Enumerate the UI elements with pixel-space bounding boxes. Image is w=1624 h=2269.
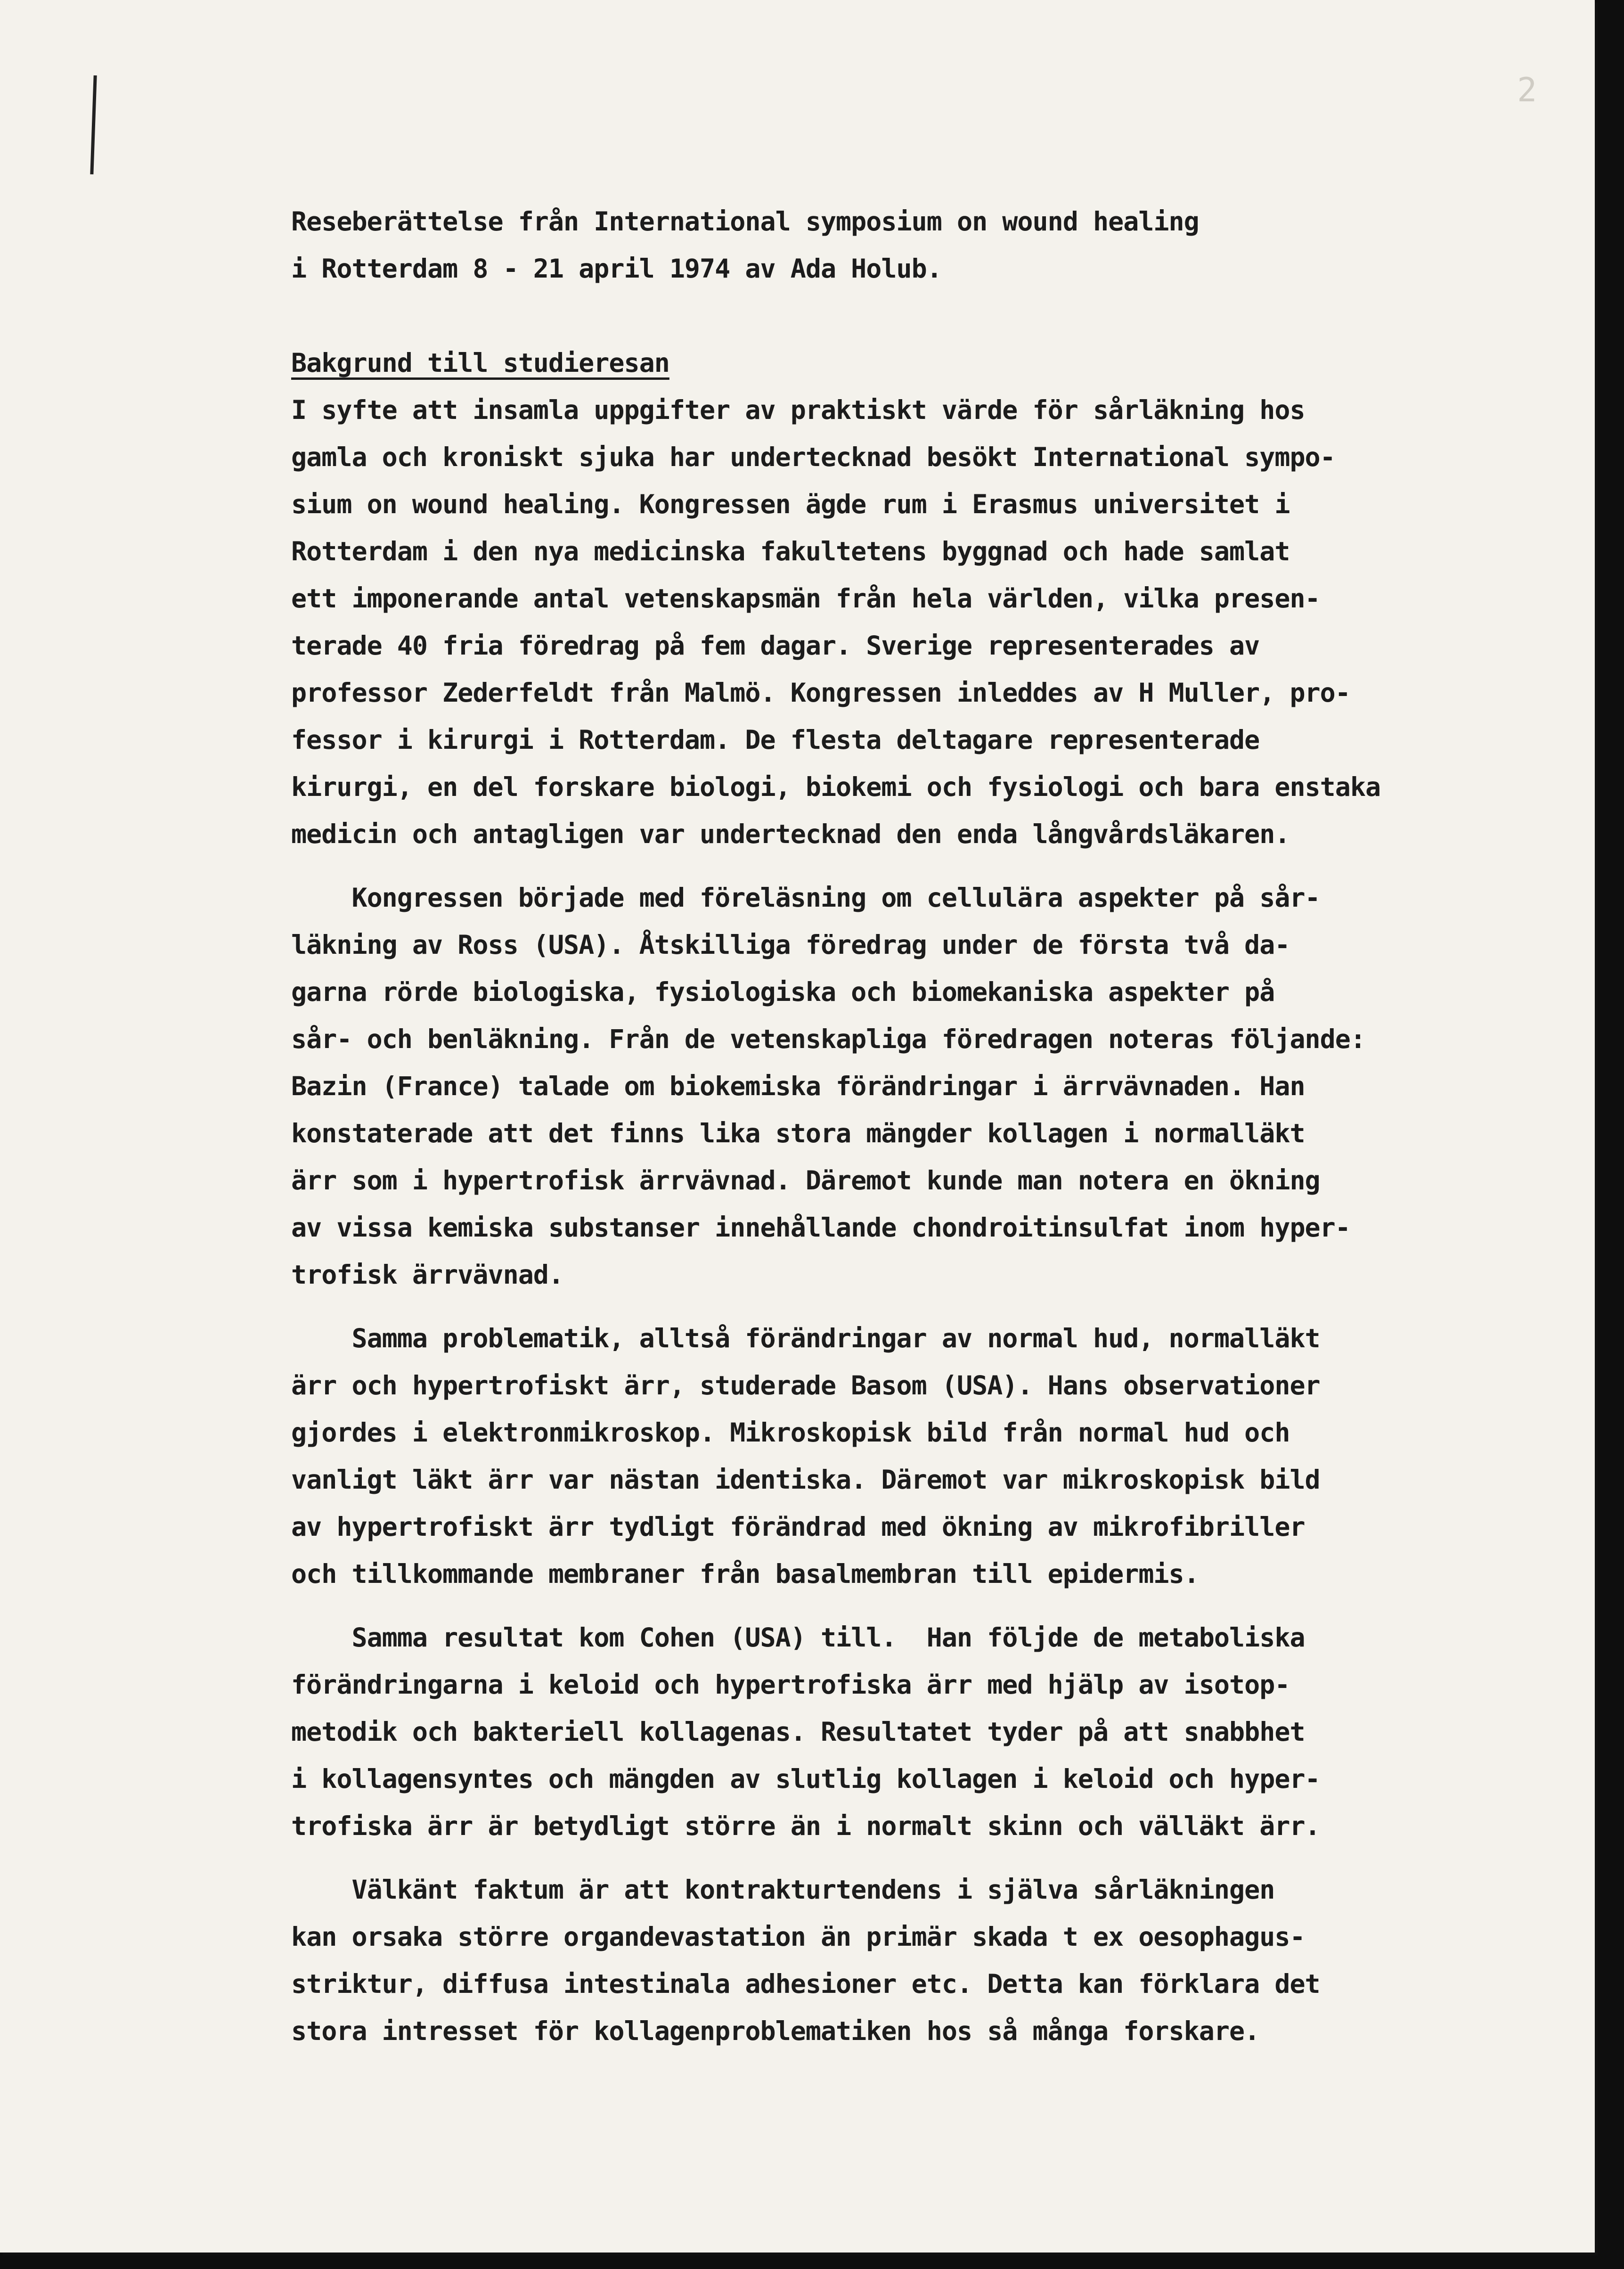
section-heading: Bakgrund till studieresan — [291, 348, 669, 378]
page-number: 2 — [1517, 71, 1537, 109]
paragraph-line: metodik och bakteriell kollagenas. Resultatet tyder på att snabbhet — [291, 1717, 1305, 1747]
spacer — [291, 1850, 1507, 1866]
paragraph-line: läkning av Ross (USA). Åtskilliga föredrag under de första två da- — [291, 930, 1290, 960]
title-line: Reseberättelse från International symposium on wound healing — [291, 206, 1199, 237]
paragraph-line: garna rörde biologiska, fysiologiska och biomekaniska aspekter på — [291, 977, 1275, 1007]
paragraph-line: fessor i kirurgi i Rotterdam. De flesta deltagare representerade — [291, 725, 1260, 755]
paragraph-line: vanligt läkt ärr var nästan identiska. Däremot var mikroskopisk bild — [291, 1465, 1320, 1495]
document-title — [291, 198, 1507, 292]
paragraph-line: Samma problematik, alltså förändringar av normal hud, normalläkt — [291, 1323, 1320, 1353]
paragraph-line: trofiska ärr är betydligt större än i normalt skinn och välläkt ärr. — [291, 1811, 1320, 1841]
paragraph-line: stora intresset för kollagenproblematiken hos så många forskare. — [291, 2016, 1260, 2046]
paragraph-line: Kongressen började med föreläsning om cellulära aspekter på sår- — [291, 883, 1320, 913]
paragraph — [291, 874, 1507, 1298]
margin-pen-mark — [90, 75, 97, 174]
paragraph-line: terade 40 fria föredrag på fem dagar. Sverige representerades av — [291, 631, 1260, 661]
paragraph-line: trofisk ärrvävnad. — [291, 1260, 564, 1290]
paragraph-line: professor Zederfeldt från Malmö. Kongressen inleddes av H Muller, pro- — [291, 678, 1350, 708]
paragraph-line: gamla och kroniskt sjuka har undertecknad besökt International sympo- — [291, 442, 1335, 472]
paragraph-line: gjordes i elektronmikroskop. Mikroskopisk bild från normal hud och — [291, 1417, 1290, 1448]
paragraph-line: och tillkommande membraner från basalmembran till epidermis. — [291, 1559, 1199, 1589]
paragraph — [291, 1315, 1507, 1597]
paragraph-line: striktur, diffusa intestinala adhesioner etc. Detta kan förklara det — [291, 1969, 1320, 1999]
paragraph-line: sium on wound healing. Kongressen ägde rum i Erasmus universitet i — [291, 489, 1290, 519]
document-body — [291, 198, 1507, 2055]
paragraph-line: kirurgi, en del forskare biologi, biokemi och fysiologi och bara enstaka — [291, 772, 1381, 802]
paragraph-line: Välkänt faktum är att kontrakturtendens i själva sårläkningen — [291, 1875, 1275, 1905]
paragraph-line: medicin och antagligen var undertecknad den enda långvårdsläkaren. — [291, 819, 1290, 849]
paragraph-line: ett imponerande antal vetenskapsmän från hela världen, vilka presen- — [291, 583, 1320, 614]
paragraph-line: kan orsaka större organdevastation än primär skada t ex oesophagus- — [291, 1922, 1305, 1952]
paragraph-line: Rotterdam i den nya medicinska fakultetens byggnad och hade samlat — [291, 536, 1290, 566]
paragraph-line: Samma resultat kom Cohen (USA) till. Han följde de metaboliska — [291, 1622, 1305, 1653]
paragraph-line: I syfte att insamla uppgifter av praktiskt värde för sårläkning hos — [291, 395, 1305, 425]
paragraph-line: konstaterade att det finns lika stora mängder kollagen i normalläkt — [291, 1118, 1305, 1148]
paragraph-line: av vissa kemiska substanser innehållande chondroitinsulfat inom hyper- — [291, 1212, 1350, 1243]
paragraph-line: i kollagensyntes och mängden av slutlig kollagen i keloid och hyper- — [291, 1764, 1320, 1794]
paragraph — [291, 386, 1507, 858]
paragraph-line: Bazin (France) talade om biokemiska förändringar i ärrvävnaden. Han — [291, 1071, 1305, 1101]
title-line: i Rotterdam 8 - 21 april 1974 av Ada Holub. — [291, 254, 942, 284]
paragraph — [291, 1866, 1507, 2055]
paragraph-line: förändringarna i keloid och hypertrofiska ärr med hjälp av isotop- — [291, 1670, 1290, 1700]
paragraph-line: av hypertrofiskt ärr tydligt förändrad med ökning av mikrofibriller — [291, 1512, 1305, 1542]
spacer — [291, 292, 1507, 339]
spacer — [291, 1298, 1507, 1315]
paragraph — [291, 1614, 1507, 1850]
spacer — [291, 1597, 1507, 1614]
spacer — [291, 858, 1507, 874]
paragraph-line: ärr och hypertrofiskt ärr, studerade Basom (USA). Hans observationer — [291, 1370, 1320, 1401]
paragraph-line: ärr som i hypertrofisk ärrvävnad. Däremot kunde man notera en ökning — [291, 1165, 1320, 1196]
paragraph-line: sår- och benläkning. Från de vetenskapliga föredragen noteras följande: — [291, 1024, 1366, 1054]
